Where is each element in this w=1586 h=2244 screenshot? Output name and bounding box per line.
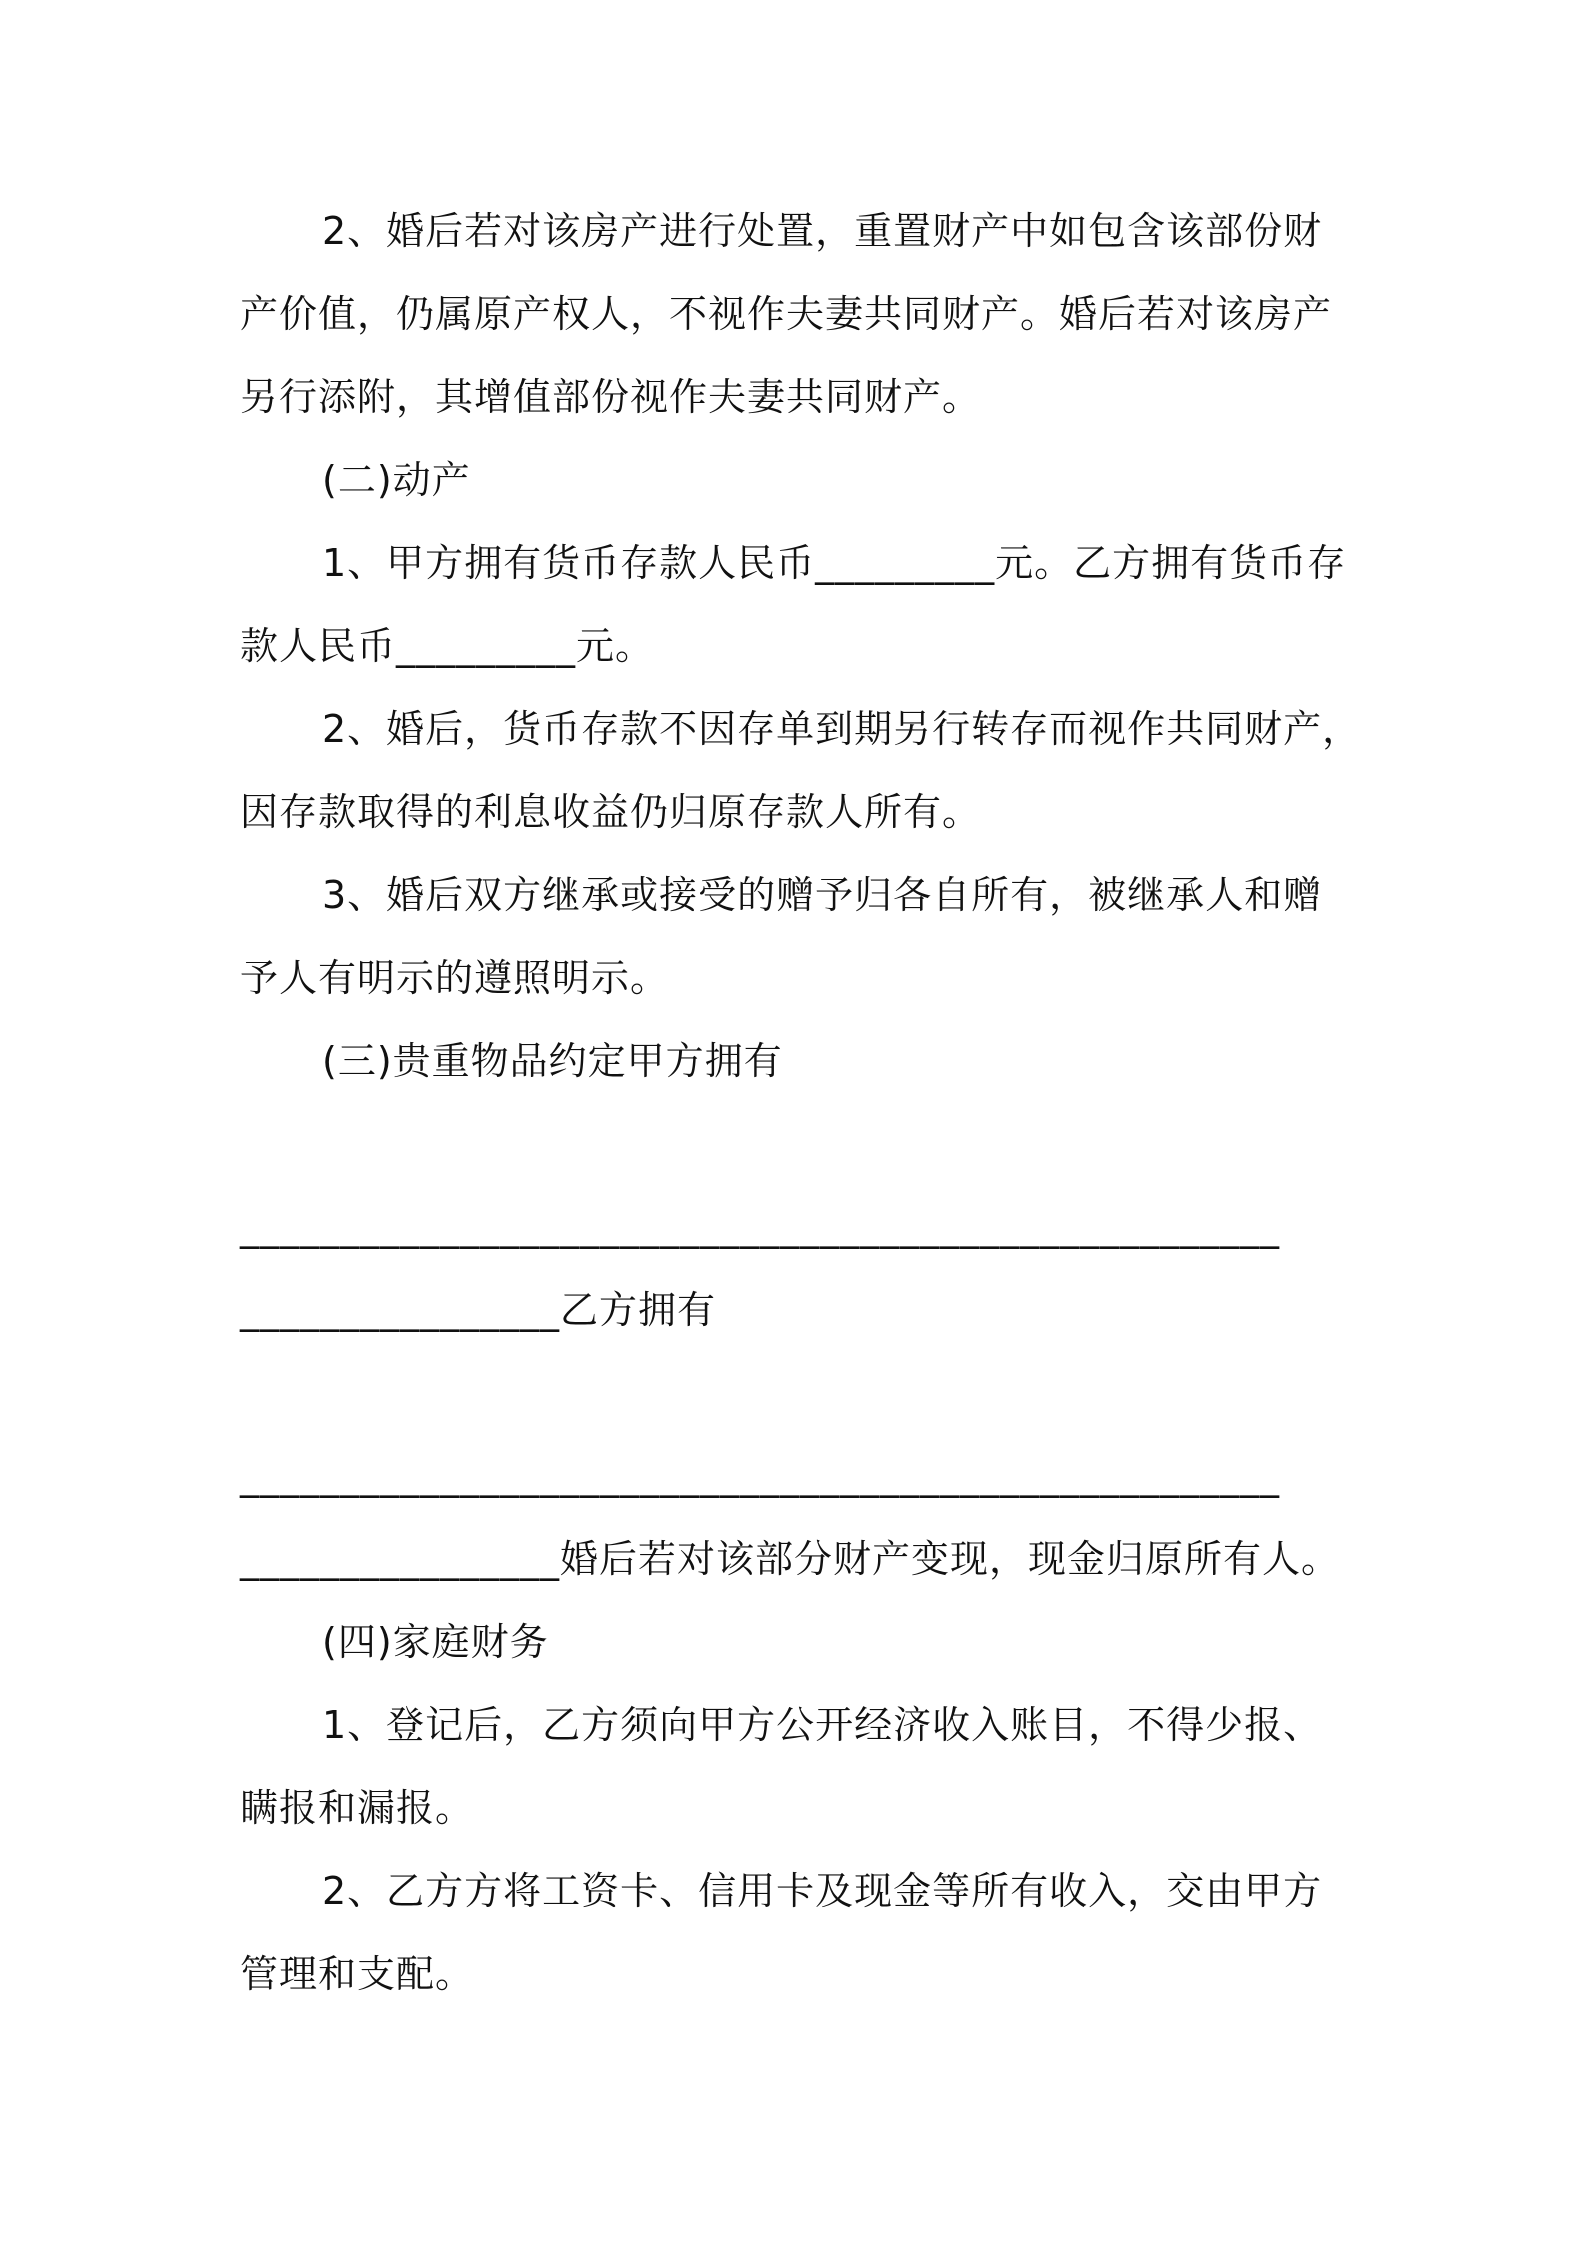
paragraph-line: 款人民币_________元。: [240, 624, 655, 668]
paragraph-line: 予人有明示的遵照明示。: [240, 956, 670, 1000]
paragraph-line: 2、婚后若对该房产进行处置，重置财产中如包含该部份财: [322, 209, 1323, 253]
paragraph-line: 管理和支配。: [240, 1952, 475, 1996]
paragraph-line: 1、登记后，乙方须向甲方公开经济收入账目，不得少报、: [322, 1703, 1323, 1747]
paragraph-line: 因存款取得的利息收益仍归原存款人所有。: [240, 790, 982, 834]
paragraph-line: ________________婚后若对该部分财产变现，现金归原所有人。: [240, 1537, 1341, 1581]
blank-fill-line: ____________________________________________________: [240, 1454, 1280, 1498]
paragraph-line: 另行添附，其增值部份视作夫妻共同财产。: [240, 375, 982, 419]
section-heading: (四)家庭财务: [322, 1620, 549, 1664]
section-heading: (二)动产: [322, 458, 471, 502]
paragraph-line: 2、乙方方将工资卡、信用卡及现金等所有收入，交由甲方: [322, 1869, 1323, 1913]
section-heading: (三)贵重物品约定甲方拥有: [322, 1039, 783, 1083]
paragraph-line: ________________乙方拥有: [240, 1288, 717, 1332]
paragraph-line: 瞒报和漏报。: [240, 1786, 475, 1830]
paragraph-line: 2、婚后，货币存款不因存单到期另行转存而视作共同财产，: [322, 707, 1362, 751]
paragraph-line: 产价值，仍属原产权人，不视作夫妻共同财产。婚后若对该房产: [240, 292, 1333, 336]
blank-fill-line: ____________________________________________________: [240, 1205, 1280, 1249]
paragraph-line: 1、甲方拥有货币存款人民币_________元。乙方拥有货币存: [322, 541, 1347, 585]
paragraph-line: 3、婚后双方继承或接受的赠予归各自所有，被继承人和赠: [322, 873, 1323, 917]
